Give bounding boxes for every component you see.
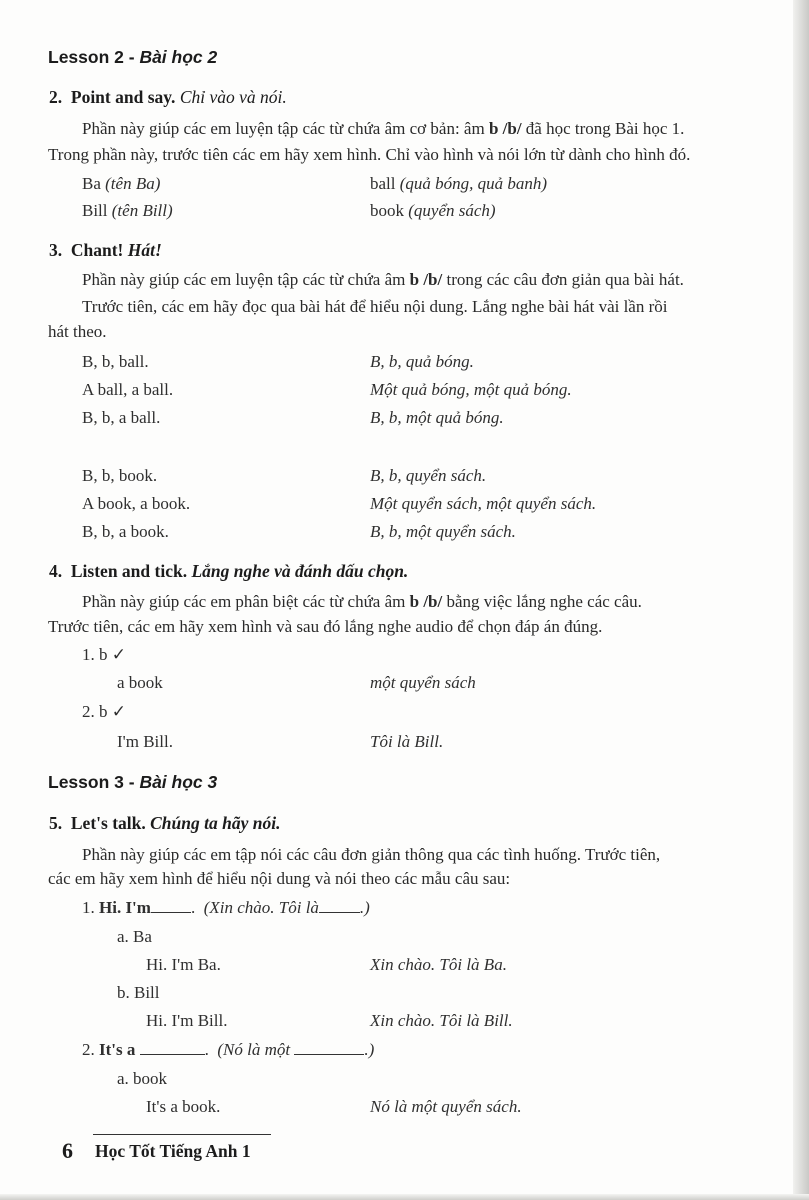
example-vi: Xin chào. Tôi là Bill.: [370, 1011, 513, 1030]
exercise-4-paragraph-line1: [82, 592, 642, 612]
blank-line: [140, 1040, 205, 1055]
example-en: Hi. I'm Bill.: [146, 1011, 228, 1030]
lesson-3-vi: Bài học 3: [139, 772, 218, 792]
punctuation: .): [359, 898, 370, 917]
chant-line-en: B, b, ball.: [82, 352, 149, 371]
exercise-3-paragraph-line1: [82, 270, 684, 290]
page-edge-shadow: [793, 0, 809, 1200]
blank-line: [294, 1040, 364, 1055]
chant-line-vi: B, b, một quyển sách.: [370, 522, 516, 541]
answer-en: I'm Bill.: [117, 732, 173, 751]
pattern-vi: (Nó là một: [217, 1040, 291, 1059]
punctuation: .: [190, 898, 196, 917]
vocab-row: [82, 174, 160, 194]
answer-label: 1. b ✓: [82, 645, 126, 664]
chant-line-en: A book, a book.: [82, 494, 191, 513]
exercise-5-paragraph-line2: các em hãy xem hình để hiểu nội dung và nói theo các mẫu câu sau:: [48, 869, 511, 888]
exercise-5-heading: [49, 813, 280, 834]
chant-line-en: B, b, a ball.: [82, 408, 161, 427]
exercise-3-paragraph-line2: Trước tiên, các em hãy đọc qua bài hát để hiểu nội dung. Lắng nghe bài hát vài lần rồi: [82, 297, 668, 316]
exercise-title-vi: Chỉ vào và nói.: [179, 87, 287, 107]
lesson-3-en: Lesson 3 -: [48, 772, 135, 792]
pattern-number: 2.: [82, 1040, 95, 1059]
exercise-3-heading: [49, 240, 162, 261]
example-vi: Nó là một quyển sách.: [370, 1097, 522, 1116]
example-vi: Xin chào. Tôi là Ba.: [370, 955, 507, 974]
sentence-pattern-1: [82, 898, 370, 918]
exercise-number: 3.: [49, 240, 63, 260]
pattern-number: 1.: [82, 898, 95, 917]
sub-item-label: a. book: [117, 1069, 168, 1088]
answer-label: 2. b ✓: [82, 702, 126, 721]
sub-item-label: a. Ba: [117, 927, 152, 946]
lesson-3-heading: [48, 772, 217, 793]
phoneme: b /b/: [409, 270, 443, 289]
phoneme: b /b/: [409, 592, 443, 611]
answer-en: a book: [117, 673, 163, 692]
page-bottom-shadow: [0, 1194, 809, 1200]
page-number: 6: [62, 1138, 73, 1163]
text: Phần này giúp các em luyện tập các từ chứa âm: [82, 270, 406, 289]
exercise-4-heading: [49, 561, 408, 582]
punctuation: .: [204, 1040, 209, 1059]
word: ball: [370, 174, 396, 193]
pattern-en: It's a: [99, 1040, 136, 1059]
text: bằng việc lắng nghe các câu.: [446, 592, 642, 611]
exercise-2-paragraph-line1: [82, 119, 684, 139]
chant-line-vi: B, b, quả bóng.: [370, 352, 474, 371]
translation: (quả bóng, quả banh): [399, 174, 548, 193]
exercise-4-paragraph-line2: Trước tiên, các em hãy xem hình và sau đó lắng nghe audio để chọn đáp án đúng.: [48, 617, 603, 636]
vocab-row: [82, 201, 173, 221]
word: book: [370, 201, 404, 220]
exercise-number: 5.: [49, 813, 63, 833]
chant-line-vi: Một quả bóng, một quả bóng.: [370, 380, 572, 399]
lesson-2-heading: [48, 47, 217, 68]
exercise-number: 2.: [49, 87, 63, 107]
text: Phần này giúp các em phân biệt các từ chứa âm: [82, 592, 406, 611]
answer-vi: một quyển sách: [370, 673, 476, 692]
pattern-vi: (Xin chào. Tôi là: [203, 898, 319, 917]
chant-line-en: B, b, a book.: [82, 522, 169, 541]
exercise-title-en: Let's talk.: [70, 813, 146, 833]
vocab-row: [370, 174, 547, 194]
translation: (quyển sách): [408, 201, 496, 220]
exercise-number: 4.: [49, 561, 63, 581]
translation: (tên Ba): [105, 174, 161, 193]
exercise-3-paragraph-line3: hát theo.: [48, 322, 107, 341]
text: đã học trong Bài học 1.: [525, 119, 685, 138]
chant-line-vi: Một quyển sách, một quyển sách.: [370, 494, 597, 513]
exercise-2-heading: [49, 87, 287, 108]
chant-line-vi: B, b, một quả bóng.: [370, 408, 504, 427]
lesson-2-vi: Bài học 2: [139, 47, 218, 67]
exercise-title-en: Point and say.: [70, 87, 176, 107]
example-en: It's a book.: [146, 1097, 221, 1116]
blank-line: [319, 898, 360, 913]
exercise-title-vi: Chúng ta hãy nói.: [150, 813, 281, 833]
chant-line-vi: B, b, quyển sách.: [370, 466, 487, 485]
text: trong các câu đơn giản qua bài hát.: [446, 270, 684, 289]
vocab-row: [370, 201, 496, 221]
book-title: Học Tốt Tiếng Anh 1: [95, 1141, 251, 1161]
translation: (tên Bill): [111, 201, 173, 220]
exercise-2-paragraph-line2: Trong phần này, trước tiên các em hãy xem hình. Chỉ vào hình và nói lớn từ dành cho hình đó.: [48, 145, 691, 164]
exercise-title-vi: Lắng nghe và đánh dấu chọn.: [191, 561, 409, 581]
text: Phần này giúp các em luyện tập các từ chứa âm cơ bản: âm: [82, 119, 485, 138]
answer-vi: Tôi là Bill.: [370, 732, 444, 751]
word: Ba: [82, 174, 101, 193]
blank-line: [151, 898, 191, 913]
exercise-5-paragraph-line1: Phần này giúp các em tập nói các câu đơn giản thông qua các tình huống. Trước tiên,: [82, 845, 661, 864]
chant-line-en: A ball, a ball.: [82, 380, 174, 399]
exercise-title-en: Listen and tick.: [70, 561, 188, 581]
pattern-en: Hi. I'm: [99, 898, 151, 917]
footer-rule: [93, 1134, 271, 1135]
word: Bill: [82, 201, 108, 220]
chant-line-en: B, b, book.: [82, 466, 158, 485]
exercise-title-en: Chant!: [70, 240, 124, 260]
exercise-title-vi: Hát!: [127, 240, 162, 260]
sentence-pattern-2: [82, 1040, 374, 1060]
phoneme: b /b/: [488, 119, 522, 138]
sub-item-label: b. Bill: [117, 983, 160, 1002]
example-en: Hi. I'm Ba.: [146, 955, 221, 974]
lesson-2-en: Lesson 2 -: [48, 47, 135, 67]
punctuation: .): [364, 1040, 375, 1059]
